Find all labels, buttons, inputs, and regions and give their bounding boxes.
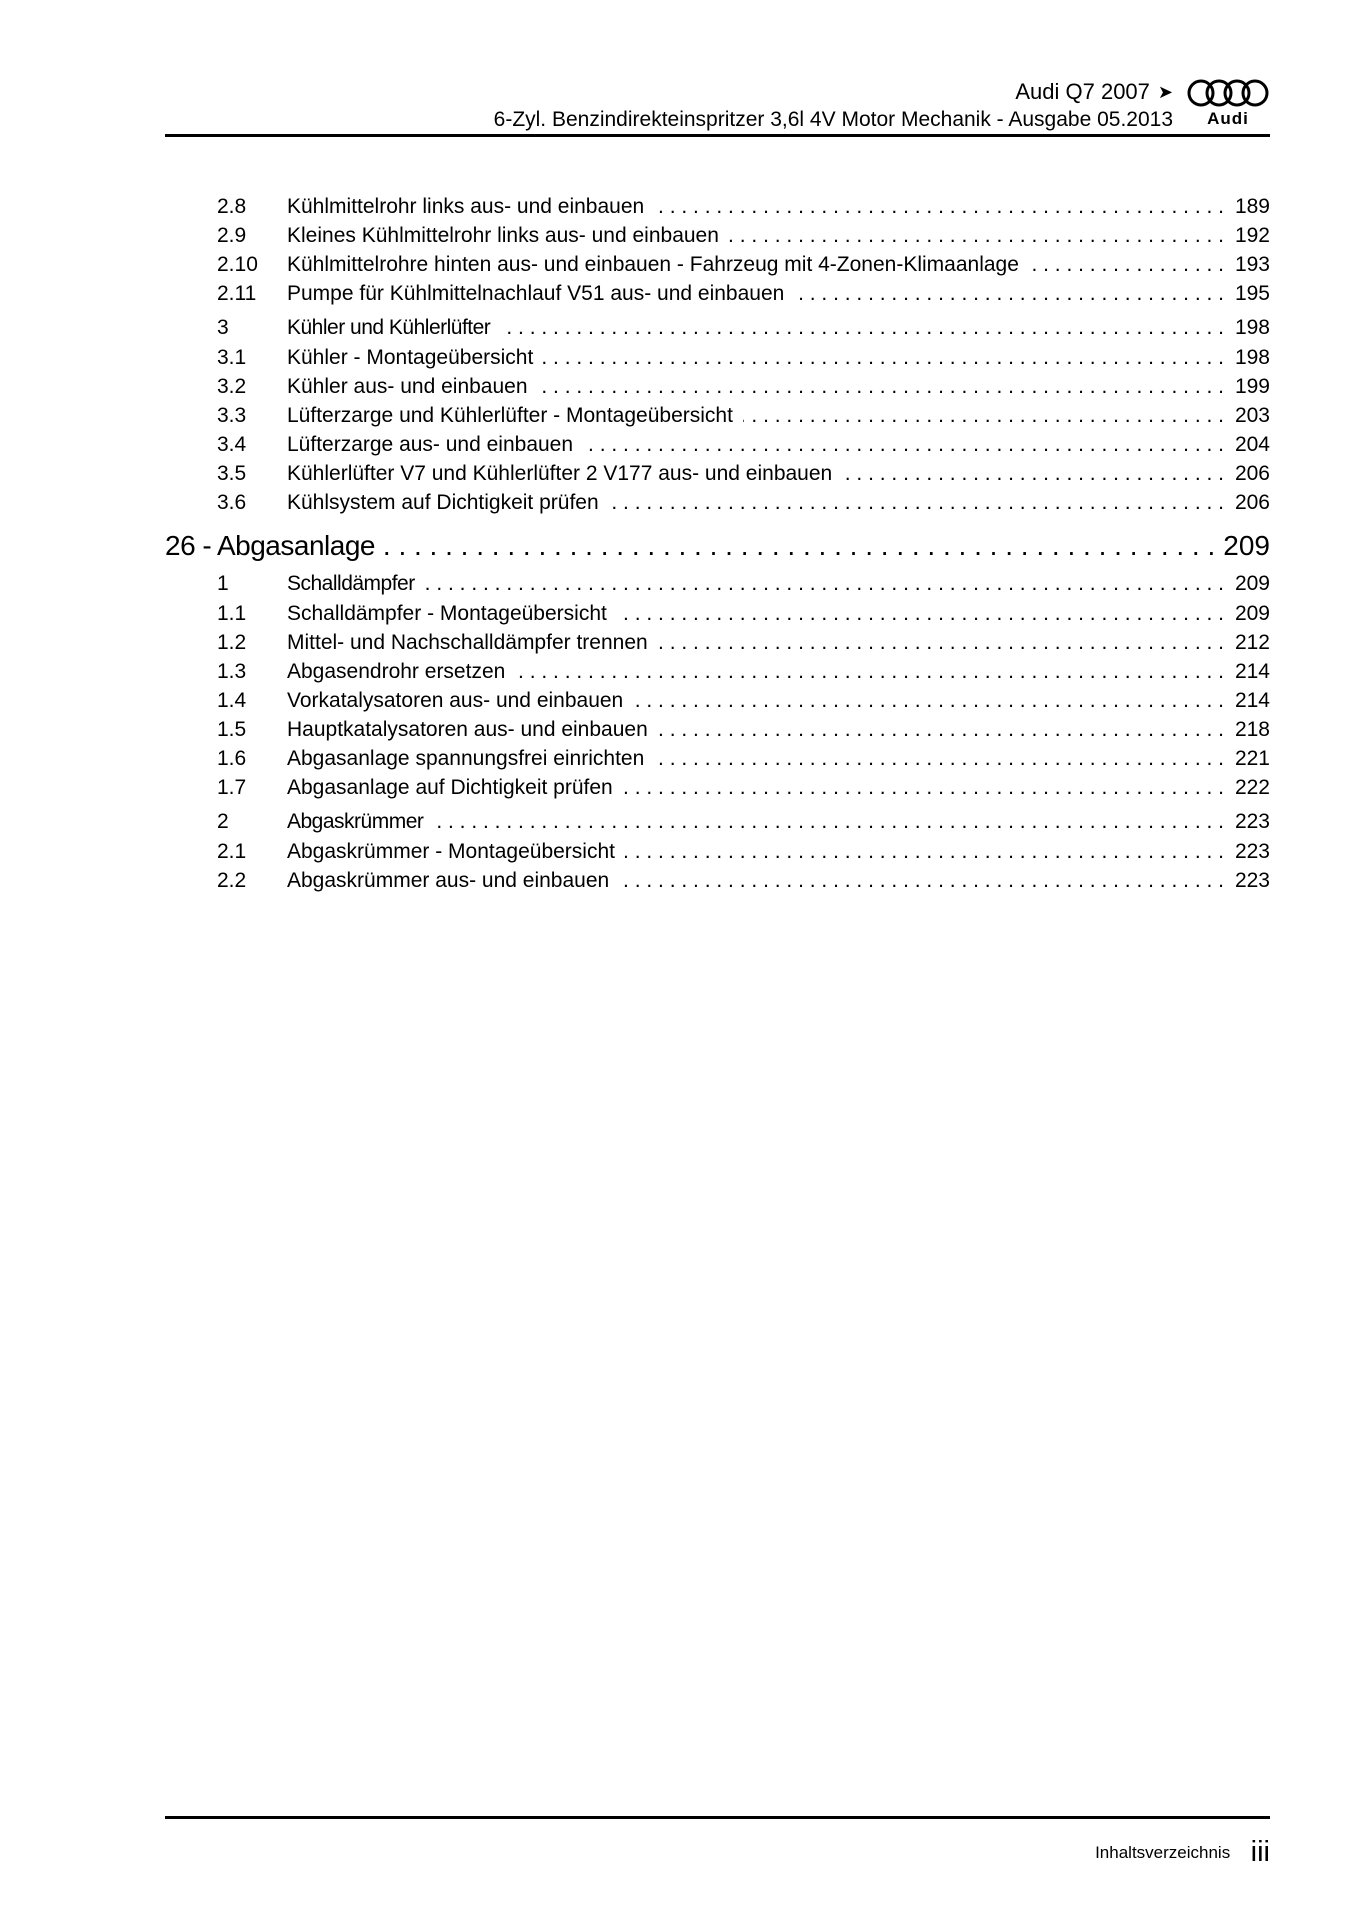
dot-leader	[609, 488, 1232, 517]
toc-number: 1	[217, 572, 229, 595]
toc-title: Kühlmittelrohre hinten aus- und einbauen - Fahrzeug mit 4-Zonen-Klimaanlage	[287, 253, 1019, 276]
toc-number: 3.2	[217, 375, 247, 398]
toc-entry-3-4[interactable]	[165, 430, 1270, 459]
toc-section-3[interactable]	[165, 313, 1270, 343]
toc-title: Kühler aus- und einbauen	[287, 375, 528, 398]
toc-number: 3.5	[217, 462, 247, 485]
toc-page-number: 198	[1234, 316, 1270, 339]
toc-number: 3.4	[217, 433, 247, 456]
toc-entry-3-6[interactable]	[165, 488, 1270, 517]
toc-entry-1-6[interactable]	[165, 744, 1270, 773]
toc-number: 2.8	[217, 195, 247, 218]
toc-title: Abgasanlage spannungsfrei einrichten	[287, 747, 645, 770]
toc-title: Vorkatalysatoren aus- und einbauen	[287, 689, 624, 712]
header-divider	[165, 134, 1270, 137]
toc-page-number: 193	[1234, 253, 1270, 276]
toc-number: 1.1	[217, 602, 247, 625]
toc-number: 2.2	[217, 869, 247, 892]
header-subtitle: 6-Zyl. Benzindirekteinspritzer 3,6l 4V Motor Mechanik - Ausgabe 05.2013	[493, 108, 1173, 131]
footer-label: Inhaltsverzeichnis	[1095, 1843, 1231, 1862]
toc-title: Abgasanlage auf Dichtigkeit prüfen	[287, 776, 613, 799]
toc-page-number: 223	[1234, 840, 1270, 863]
dot-leader	[625, 837, 1232, 866]
toc-number: 2.10	[217, 253, 258, 276]
toc-title: Lüfterzarge und Kühlerlüfter - Montageübersicht	[287, 404, 733, 427]
dot-leader	[538, 372, 1232, 401]
header-title-line	[494, 78, 1173, 106]
toc-entry-1-4[interactable]	[165, 686, 1270, 715]
toc-number: 1.2	[217, 631, 247, 654]
toc-number: 2.9	[217, 224, 247, 247]
dot-leader	[543, 343, 1232, 372]
table-of-contents	[165, 192, 1270, 895]
toc-page-number: 214	[1234, 660, 1270, 683]
toc-number: 3.3	[217, 404, 247, 427]
toc-title: Mittel- und Nachschalldämpfer trennen	[287, 631, 648, 654]
toc-page-number: 214	[1234, 689, 1270, 712]
toc-number: 2.1	[217, 840, 247, 863]
dot-leader	[658, 715, 1232, 744]
toc-page-number: 218	[1234, 718, 1270, 741]
toc-title: Schalldämpfer	[287, 572, 415, 595]
toc-part-26[interactable]	[165, 523, 1270, 569]
toc-page-number: 199	[1234, 375, 1270, 398]
toc-entry-2-2[interactable]	[165, 866, 1270, 895]
toc-page-number: 192	[1234, 224, 1270, 247]
toc-number: 1.7	[217, 776, 247, 799]
toc-entry-2-9[interactable]	[165, 221, 1270, 250]
toc-title: Kleines Kühlmittelrohr links aus- und einbauen	[287, 224, 719, 247]
toc-page-number: 206	[1234, 462, 1270, 485]
footer-page-number: iii	[1250, 1836, 1270, 1868]
dot-leader	[654, 192, 1232, 221]
toc-entry-2-10[interactable]	[165, 250, 1270, 279]
toc-section-1[interactable]	[165, 569, 1270, 599]
toc-page-number: 223	[1234, 810, 1270, 833]
toc-title: Kühler und Kühlerlüfter	[287, 316, 491, 339]
dot-leader	[729, 221, 1232, 250]
audi-logo	[1186, 78, 1270, 132]
audi-rings-icon	[1186, 78, 1270, 108]
toc-entry-1-1[interactable]	[165, 599, 1270, 628]
toc-entry-2-1[interactable]	[165, 837, 1270, 866]
dot-leader	[500, 313, 1232, 342]
toc-part-title: 26 - Abgasanlage	[165, 530, 375, 561]
toc-entry-1-2[interactable]	[165, 628, 1270, 657]
toc-title: Abgaskrümmer aus- und einbauen	[287, 869, 610, 892]
toc-page-number: 222	[1234, 776, 1270, 799]
dot-leader	[842, 459, 1232, 488]
dot-leader	[385, 523, 1223, 569]
page-header	[165, 72, 1270, 134]
toc-page-number: 189	[1234, 195, 1270, 218]
toc-entry-1-7[interactable]	[165, 773, 1270, 802]
header-text-block	[494, 78, 1173, 134]
toc-page-number: 204	[1234, 433, 1270, 456]
toc-entry-3-2[interactable]	[165, 372, 1270, 401]
toc-entry-3-5[interactable]	[165, 459, 1270, 488]
footer-divider	[165, 1816, 1270, 1819]
toc-page-number: 209	[1234, 572, 1270, 595]
toc-page-number: 209	[1234, 602, 1270, 625]
toc-number: 2	[217, 810, 229, 833]
toc-title: Kühler - Montageübersicht	[287, 346, 534, 369]
toc-title: Kühlerlüfter V7 und Kühlerlüfter 2 V177 aus- und einbauen	[287, 462, 833, 485]
toc-title: Abgasendrohr ersetzen	[287, 660, 506, 683]
dot-leader	[794, 279, 1232, 308]
dot-leader	[515, 657, 1232, 686]
toc-title: Pumpe für Kühlmittelnachlauf V51 aus- und einbauen	[287, 282, 785, 305]
toc-number: 3.6	[217, 491, 247, 514]
dot-leader	[623, 773, 1232, 802]
toc-title: Abgaskrümmer	[287, 810, 424, 833]
toc-page-number: 206	[1234, 491, 1270, 514]
dot-leader	[1029, 250, 1232, 279]
toc-title: Kühlmittelrohr links aus- und einbauen	[287, 195, 645, 218]
toc-title: Lüfterzarge aus- und einbauen	[287, 433, 574, 456]
toc-number: 1.3	[217, 660, 247, 683]
toc-number: 3	[217, 316, 229, 339]
header-title: Audi Q7 2007	[1015, 79, 1150, 104]
dot-leader	[617, 599, 1232, 628]
toc-page-number: 209	[1223, 530, 1270, 561]
audi-logo-text: Audi	[1207, 109, 1249, 128]
dot-leader	[658, 628, 1232, 657]
toc-entry-2-11[interactable]	[165, 279, 1270, 308]
toc-section-2[interactable]	[165, 807, 1270, 837]
toc-page-number: 195	[1234, 282, 1270, 305]
page-footer	[1095, 1836, 1270, 1869]
toc-entry-1-5[interactable]	[165, 715, 1270, 744]
toc-title: Schalldämpfer - Montageübersicht	[287, 602, 607, 625]
right-arrow-icon: ➤	[1157, 82, 1173, 102]
toc-title: Hauptkatalysatoren aus- und einbauen	[287, 718, 648, 741]
dot-leader	[583, 430, 1232, 459]
toc-page-number: 223	[1234, 869, 1270, 892]
dot-leader	[654, 744, 1232, 773]
toc-number: 1.5	[217, 718, 247, 741]
toc-title: Kühlsystem auf Dichtigkeit prüfen	[287, 491, 599, 514]
toc-page-number: 221	[1234, 747, 1270, 770]
dot-leader	[433, 807, 1232, 836]
toc-number: 3.1	[217, 346, 247, 369]
toc-page-number: 203	[1234, 404, 1270, 427]
dot-leader	[633, 686, 1232, 715]
toc-page-number: 212	[1234, 631, 1270, 654]
toc-entry-2-8[interactable]	[165, 192, 1270, 221]
toc-page-number: 198	[1234, 346, 1270, 369]
dot-leader	[425, 569, 1232, 598]
dot-leader	[743, 401, 1232, 430]
toc-number: 1.4	[217, 689, 247, 712]
toc-number: 2.11	[217, 282, 257, 305]
toc-number: 1.6	[217, 747, 247, 770]
toc-entry-3-3[interactable]	[165, 401, 1270, 430]
toc-entry-3-1[interactable]	[165, 343, 1270, 372]
dot-leader	[619, 866, 1232, 895]
toc-entry-1-3[interactable]	[165, 657, 1270, 686]
toc-title: Abgaskrümmer - Montageübersicht	[287, 840, 615, 863]
